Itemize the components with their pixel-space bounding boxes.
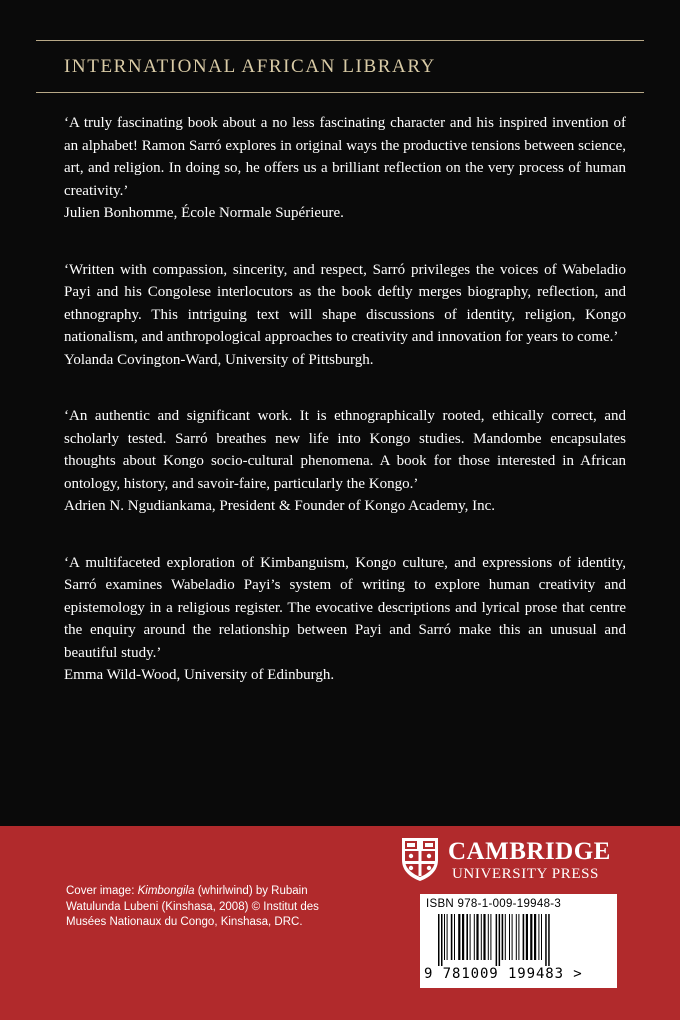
cover-credit-rest: (whirlwind) by Rubain Watulunda Lubeni (Kinshasa, 2008) © Institut des Musées Nationaux du Congo, Kinshasa, DRC.	[66, 885, 319, 928]
barcode-bar	[466, 914, 468, 960]
barcode-bar	[438, 914, 440, 966]
barcode-bar	[512, 914, 513, 960]
barcode-bar	[548, 914, 550, 966]
cover-credit-prefix: Cover image:	[66, 885, 138, 897]
barcode-bar	[470, 914, 471, 960]
header-rule-top	[36, 40, 644, 41]
barcode-bar	[538, 914, 539, 960]
endorsements	[64, 112, 626, 721]
endorsement-quote: ‘A truly fascinating book about a no less fascinating character and his inspired invention of an alphabet! Ramon Sarró explores in original ways the productive tensions between science, art, and religion. In doing so, he offers us a brilliant reflection on the very process of human creativity.’	[64, 115, 626, 199]
barcode-bar	[496, 914, 498, 966]
barcode-bar	[523, 914, 525, 960]
barcode-bar	[444, 914, 445, 960]
barcode-bar	[541, 914, 542, 960]
barcode-bar	[454, 914, 455, 960]
university-crest-icon	[400, 836, 440, 882]
endorsement-quote: ‘An authentic and significant work. It is ethnographically rooted, ethically correct, and scholarly tested. Sarró breathes new life into Kongo studies. Mandombe encapsulates thoughts about Kongo socio-cultural phenomena. A book for those interested in African ontology, history, and savoir-faire, particularly the Kongo.’	[64, 408, 626, 492]
barcode-bar	[530, 914, 532, 960]
barcode-bar	[441, 914, 443, 966]
barcode-bar	[526, 914, 528, 960]
barcode-bar	[483, 914, 485, 960]
isbn-barcode	[420, 894, 617, 988]
publisher-subname: UNIVERSITY PRESS	[452, 866, 599, 882]
endorsement-attribution: Julien Bonhomme, École Normale Supérieure.	[64, 205, 344, 221]
barcode-bar	[490, 914, 491, 960]
endorsement	[64, 259, 626, 372]
barcode-digits: 9 781009 199483 >	[424, 966, 583, 982]
endorsement-attribution: Adrien N. Ngudiankama, President & Founder of Kongo Academy, Inc.	[64, 498, 496, 514]
publisher-logo	[400, 836, 640, 886]
isbn-label: ISBN 978-1-009-19948-3	[426, 898, 562, 910]
endorsement	[64, 405, 626, 518]
barcode-bar	[509, 914, 510, 960]
series-title: INTERNATIONAL AFRICAN LIBRARY	[64, 56, 436, 77]
barcode-bar	[516, 914, 517, 960]
barcode-bar	[451, 914, 453, 960]
barcode-bar	[474, 914, 475, 960]
barcode-bar	[476, 914, 478, 960]
endorsement-attribution: Yolanda Covington-Ward, University of Pittsburgh.	[64, 351, 374, 368]
barcode-bar	[502, 914, 504, 960]
barcode-bar	[488, 914, 489, 960]
endorsement-quote: ‘A multifaceted exploration of Kimbanguism, Kongo culture, and expressions of identity, Sarró examines Wabeladio Payi’s system of writing to explore human creativity and epistemology in a religious register. The evocative descriptions and lyrical prose that centre the enquiry around the relationship between Payi and Sarró make this an unusual and beautiful study.’	[64, 554, 626, 661]
barcode-bar	[518, 914, 519, 960]
barcode-bar	[462, 914, 464, 960]
barcode-bar	[499, 914, 501, 966]
barcode-bar	[458, 914, 460, 960]
cover-credit	[66, 884, 356, 931]
barcode-bar	[534, 914, 536, 960]
barcode-bars	[426, 914, 611, 966]
endorsement-quote: ‘Written with compassion, sincerity, and respect, Sarró privileges the voices of Wabeladio Payi and his Congolese interlocutors as the book deftly merges biography, reflection, and ethnography. This intriguing text will shape discussions of identity, religion, Kongo nationalism, and anthropological approaches to creativity and innovation for years to come.’	[64, 261, 626, 345]
endorsement	[64, 552, 626, 687]
publisher-name: CAMBRIDGE	[448, 838, 611, 865]
cover-artwork-title: Kimbongila	[137, 885, 195, 897]
barcode-bar	[545, 914, 547, 966]
endorsement	[64, 112, 626, 225]
header-rule-bottom	[36, 92, 644, 93]
barcode-bar	[481, 914, 482, 960]
endorsement-attribution: Emma Wild-Wood, University of Edinburgh.	[64, 667, 335, 683]
barcode-bar	[447, 914, 448, 960]
barcode-bar	[505, 914, 506, 960]
